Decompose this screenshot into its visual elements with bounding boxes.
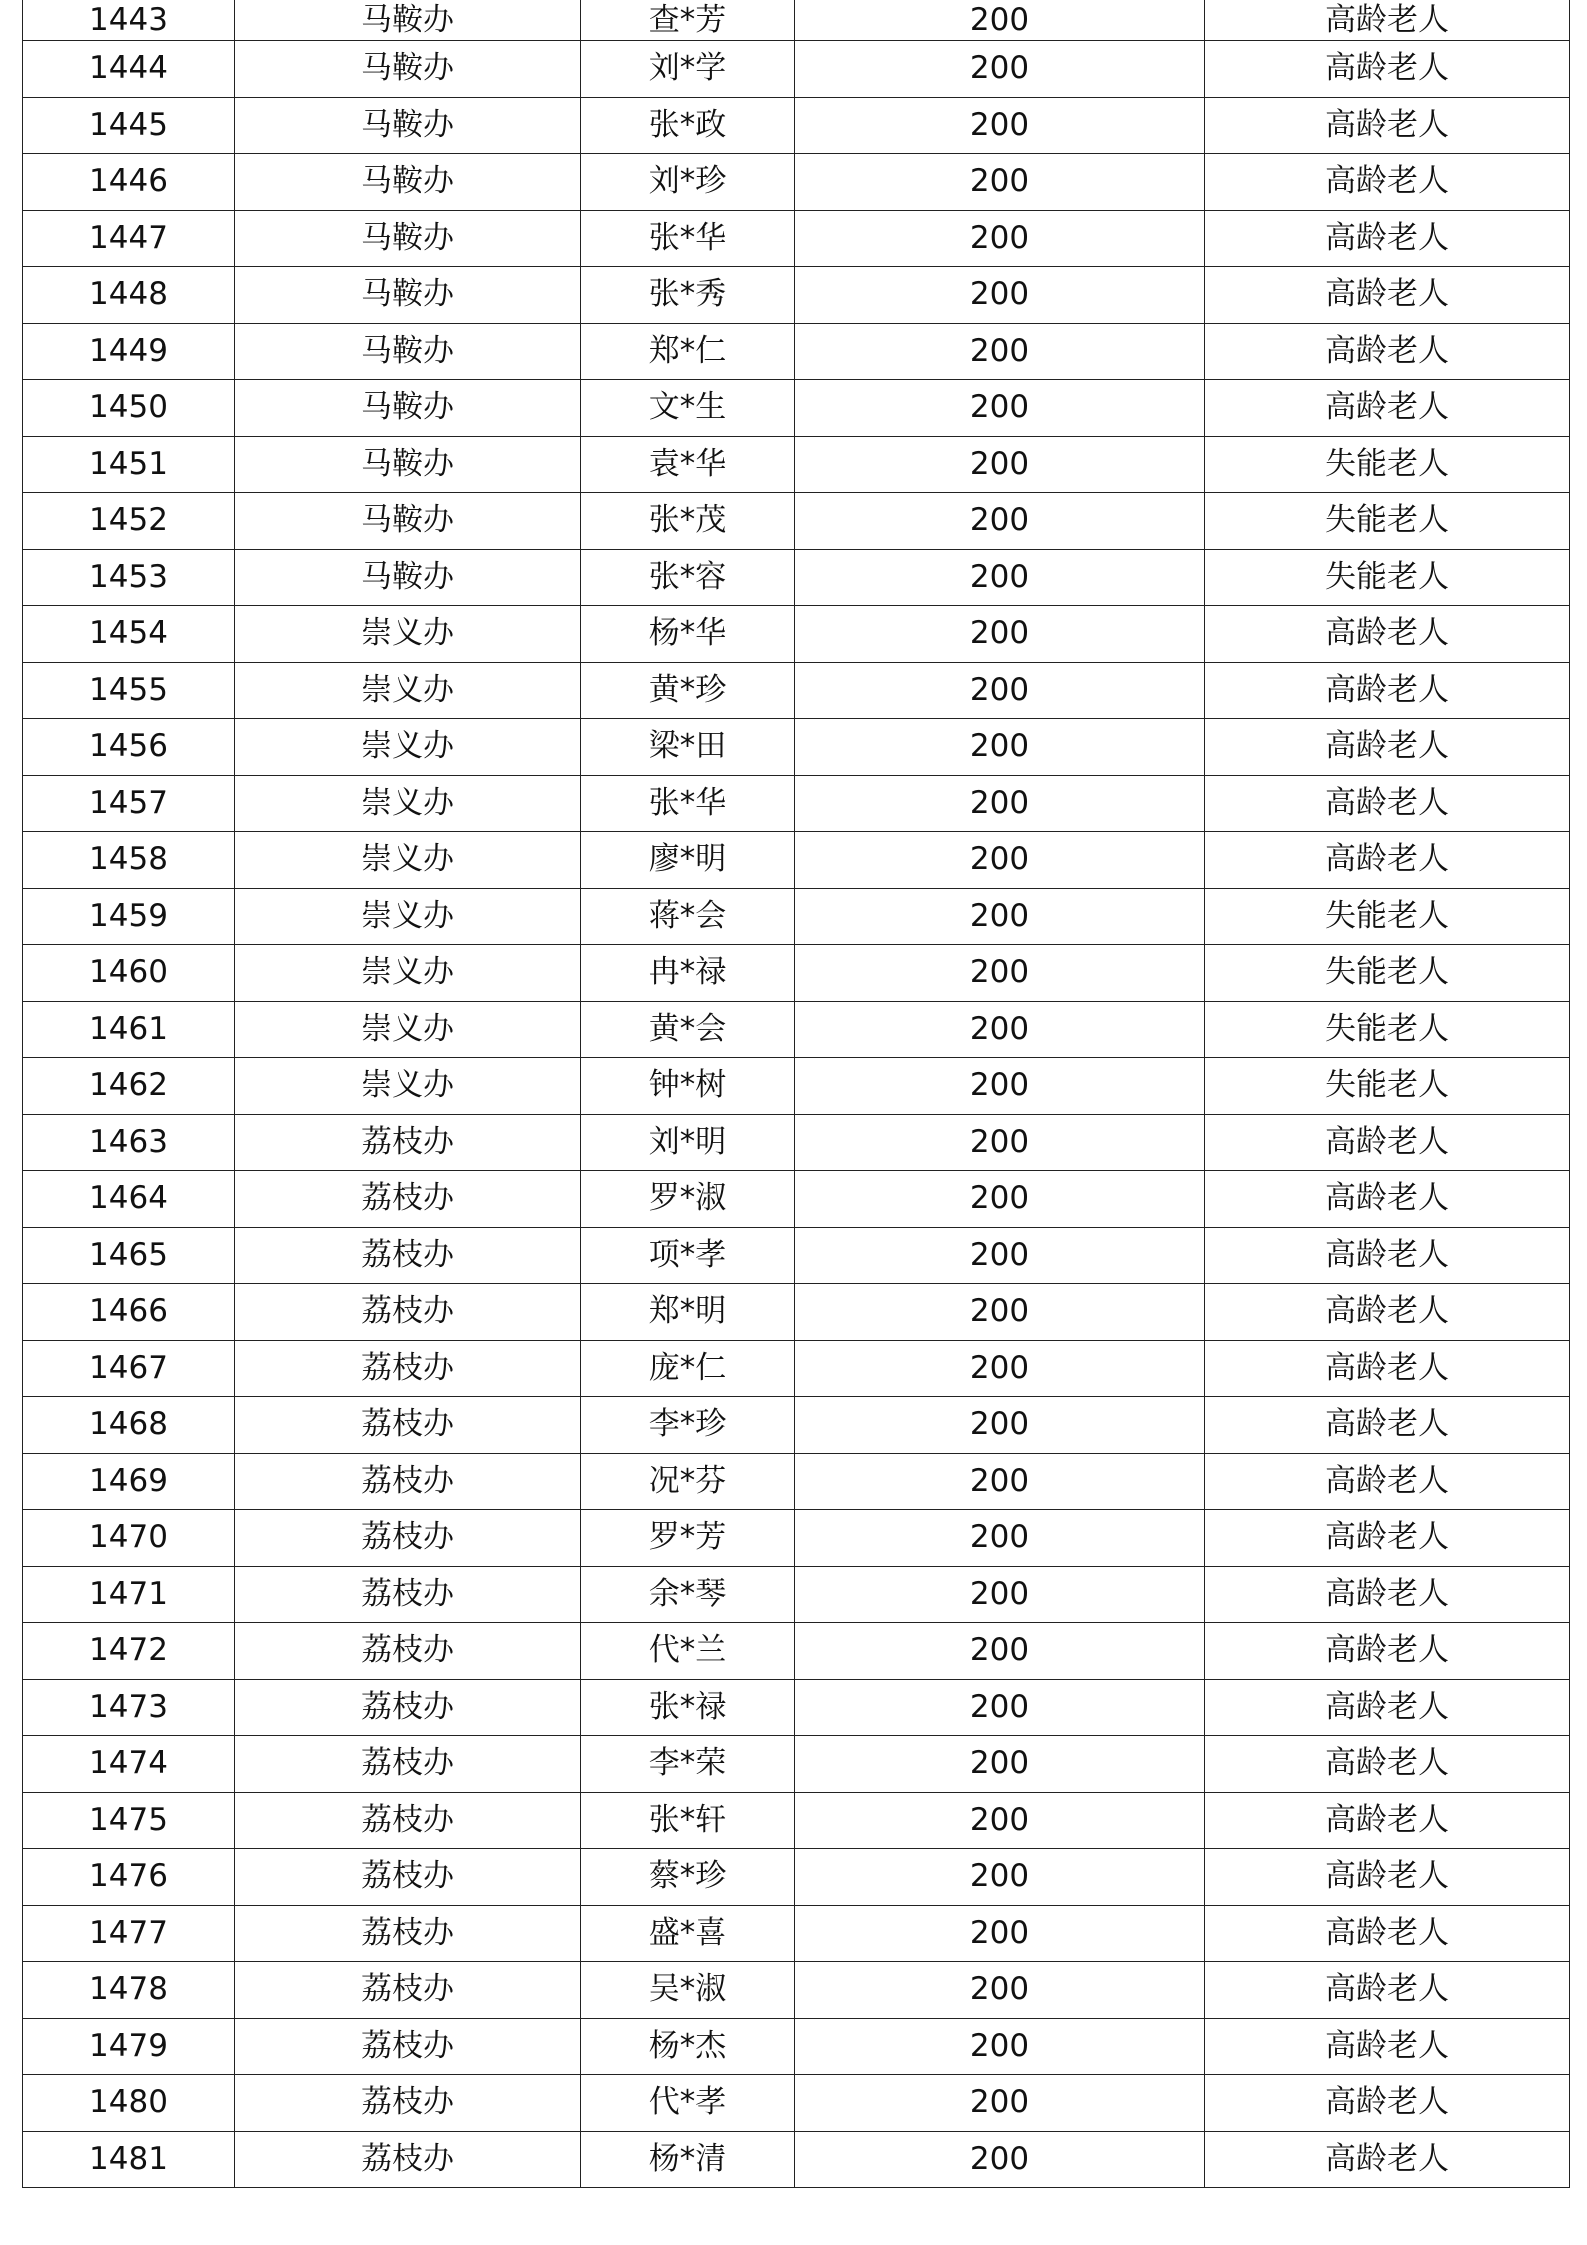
- table-row: [23, 1058, 1570, 1115]
- name-cell: 蒋*会: [581, 888, 795, 945]
- table-row: [23, 1227, 1570, 1284]
- category-cell: 高龄老人: [1205, 662, 1570, 719]
- amount-cell: 200: [795, 775, 1205, 832]
- amount-cell: 200: [795, 436, 1205, 493]
- amount-cell: 200: [795, 1679, 1205, 1736]
- row-number-cell: 1448: [23, 267, 235, 324]
- table-row: [23, 1397, 1570, 1454]
- row-number-cell: 1457: [23, 775, 235, 832]
- row-number-cell: 1474: [23, 1736, 235, 1793]
- table-row: [23, 1001, 1570, 1058]
- category-cell: 高龄老人: [1205, 719, 1570, 776]
- amount-cell: 200: [795, 2018, 1205, 2075]
- category-cell: 高龄老人: [1205, 1340, 1570, 1397]
- office-cell: 崇义办: [235, 1001, 581, 1058]
- table-row: [23, 0, 1570, 41]
- category-cell: 高龄老人: [1205, 1510, 1570, 1567]
- name-cell: 刘*学: [581, 41, 795, 98]
- table-row: [23, 1905, 1570, 1962]
- document-page: [22, 0, 1569, 2188]
- row-number-cell: 1451: [23, 436, 235, 493]
- table-row: [23, 2131, 1570, 2188]
- amount-cell: 200: [795, 0, 1205, 41]
- category-cell: 高龄老人: [1205, 41, 1570, 98]
- name-cell: 郑*仁: [581, 323, 795, 380]
- office-cell: 马鞍办: [235, 210, 581, 267]
- name-cell: 吴*淑: [581, 1962, 795, 2019]
- name-cell: 李*荣: [581, 1736, 795, 1793]
- category-cell: 高龄老人: [1205, 1171, 1570, 1228]
- amount-cell: 200: [795, 97, 1205, 154]
- category-cell: 失能老人: [1205, 888, 1570, 945]
- row-number-cell: 1470: [23, 1510, 235, 1567]
- office-cell: 崇义办: [235, 888, 581, 945]
- amount-cell: 200: [795, 1905, 1205, 1962]
- row-number-cell: 1443: [23, 0, 235, 41]
- name-cell: 廖*明: [581, 832, 795, 889]
- row-number-cell: 1463: [23, 1114, 235, 1171]
- table-row: [23, 1453, 1570, 1510]
- row-number-cell: 1450: [23, 380, 235, 437]
- amount-cell: 200: [795, 493, 1205, 550]
- office-cell: 马鞍办: [235, 267, 581, 324]
- name-cell: 张*禄: [581, 1679, 795, 1736]
- table-row: [23, 323, 1570, 380]
- table-row: [23, 41, 1570, 98]
- name-cell: 张*华: [581, 210, 795, 267]
- name-cell: 庞*仁: [581, 1340, 795, 1397]
- category-cell: 高龄老人: [1205, 267, 1570, 324]
- row-number-cell: 1478: [23, 1962, 235, 2019]
- amount-cell: 200: [795, 945, 1205, 1002]
- category-cell: 高龄老人: [1205, 832, 1570, 889]
- amount-cell: 200: [795, 41, 1205, 98]
- name-cell: 张*容: [581, 549, 795, 606]
- office-cell: 荔枝办: [235, 2075, 581, 2132]
- office-cell: 荔枝办: [235, 1849, 581, 1906]
- amount-cell: 200: [795, 1566, 1205, 1623]
- table-row: [23, 97, 1570, 154]
- name-cell: 张*政: [581, 97, 795, 154]
- category-cell: 高龄老人: [1205, 1679, 1570, 1736]
- category-cell: 高龄老人: [1205, 1284, 1570, 1341]
- name-cell: 张*轩: [581, 1792, 795, 1849]
- category-cell: 高龄老人: [1205, 2075, 1570, 2132]
- amount-cell: 200: [795, 1114, 1205, 1171]
- office-cell: 荔枝办: [235, 1736, 581, 1793]
- table-row: [23, 775, 1570, 832]
- amount-cell: 200: [795, 267, 1205, 324]
- name-cell: 黄*珍: [581, 662, 795, 719]
- office-cell: 荔枝办: [235, 2131, 581, 2188]
- name-cell: 张*秀: [581, 267, 795, 324]
- name-cell: 代*兰: [581, 1623, 795, 1680]
- row-number-cell: 1456: [23, 719, 235, 776]
- office-cell: 荔枝办: [235, 1171, 581, 1228]
- name-cell: 余*琴: [581, 1566, 795, 1623]
- category-cell: 失能老人: [1205, 1001, 1570, 1058]
- category-cell: 高龄老人: [1205, 0, 1570, 41]
- amount-cell: 200: [795, 1849, 1205, 1906]
- amount-cell: 200: [795, 323, 1205, 380]
- name-cell: 梁*田: [581, 719, 795, 776]
- office-cell: 马鞍办: [235, 380, 581, 437]
- amount-cell: 200: [795, 549, 1205, 606]
- office-cell: 马鞍办: [235, 549, 581, 606]
- amount-cell: 200: [795, 1623, 1205, 1680]
- table-row: [23, 436, 1570, 493]
- amount-cell: 200: [795, 210, 1205, 267]
- office-cell: 荔枝办: [235, 1962, 581, 2019]
- table-row: [23, 945, 1570, 1002]
- amount-cell: 200: [795, 2131, 1205, 2188]
- office-cell: 崇义办: [235, 719, 581, 776]
- office-cell: 荔枝办: [235, 1453, 581, 1510]
- table-row: [23, 549, 1570, 606]
- table-row: [23, 1510, 1570, 1567]
- category-cell: 高龄老人: [1205, 1849, 1570, 1906]
- name-cell: 杨*华: [581, 606, 795, 663]
- name-cell: 黄*会: [581, 1001, 795, 1058]
- table-row: [23, 888, 1570, 945]
- table-row: [23, 154, 1570, 211]
- office-cell: 崇义办: [235, 945, 581, 1002]
- category-cell: 高龄老人: [1205, 97, 1570, 154]
- row-number-cell: 1444: [23, 41, 235, 98]
- name-cell: 刘*明: [581, 1114, 795, 1171]
- category-cell: 高龄老人: [1205, 1623, 1570, 1680]
- amount-cell: 200: [795, 719, 1205, 776]
- row-number-cell: 1446: [23, 154, 235, 211]
- name-cell: 李*珍: [581, 1397, 795, 1454]
- name-cell: 况*芬: [581, 1453, 795, 1510]
- table-row: [23, 1849, 1570, 1906]
- office-cell: 马鞍办: [235, 436, 581, 493]
- category-cell: 高龄老人: [1205, 1736, 1570, 1793]
- office-cell: 荔枝办: [235, 1623, 581, 1680]
- row-number-cell: 1462: [23, 1058, 235, 1115]
- category-cell: 高龄老人: [1205, 154, 1570, 211]
- office-cell: 荔枝办: [235, 1905, 581, 1962]
- table-row: [23, 1566, 1570, 1623]
- row-number-cell: 1479: [23, 2018, 235, 2075]
- amount-cell: 200: [795, 154, 1205, 211]
- table-body: [23, 0, 1570, 2188]
- name-cell: 袁*华: [581, 436, 795, 493]
- row-number-cell: 1473: [23, 1679, 235, 1736]
- category-cell: 高龄老人: [1205, 606, 1570, 663]
- office-cell: 崇义办: [235, 662, 581, 719]
- name-cell: 张*茂: [581, 493, 795, 550]
- row-number-cell: 1477: [23, 1905, 235, 1962]
- row-number-cell: 1449: [23, 323, 235, 380]
- row-number-cell: 1480: [23, 2075, 235, 2132]
- category-cell: 失能老人: [1205, 1058, 1570, 1115]
- category-cell: 高龄老人: [1205, 2131, 1570, 2188]
- row-number-cell: 1455: [23, 662, 235, 719]
- amount-cell: 200: [795, 1001, 1205, 1058]
- amount-cell: 200: [795, 1792, 1205, 1849]
- category-cell: 高龄老人: [1205, 1453, 1570, 1510]
- row-number-cell: 1468: [23, 1397, 235, 1454]
- table-row: [23, 2018, 1570, 2075]
- row-number-cell: 1453: [23, 549, 235, 606]
- category-cell: 高龄老人: [1205, 323, 1570, 380]
- amount-cell: 200: [795, 1227, 1205, 1284]
- category-cell: 高龄老人: [1205, 1397, 1570, 1454]
- category-cell: 高龄老人: [1205, 775, 1570, 832]
- name-cell: 钟*树: [581, 1058, 795, 1115]
- name-cell: 罗*淑: [581, 1171, 795, 1228]
- name-cell: 张*华: [581, 775, 795, 832]
- office-cell: 崇义办: [235, 1058, 581, 1115]
- table-row: [23, 210, 1570, 267]
- office-cell: 荔枝办: [235, 1284, 581, 1341]
- table-row: [23, 1679, 1570, 1736]
- name-cell: 盛*喜: [581, 1905, 795, 1962]
- name-cell: 罗*芳: [581, 1510, 795, 1567]
- category-cell: 高龄老人: [1205, 1227, 1570, 1284]
- office-cell: 马鞍办: [235, 323, 581, 380]
- office-cell: 荔枝办: [235, 1566, 581, 1623]
- category-cell: 高龄老人: [1205, 210, 1570, 267]
- row-number-cell: 1464: [23, 1171, 235, 1228]
- category-cell: 高龄老人: [1205, 1905, 1570, 1962]
- row-number-cell: 1476: [23, 1849, 235, 1906]
- name-cell: 杨*杰: [581, 2018, 795, 2075]
- table-row: [23, 1623, 1570, 1680]
- table-row: [23, 719, 1570, 776]
- office-cell: 荔枝办: [235, 1114, 581, 1171]
- office-cell: 马鞍办: [235, 97, 581, 154]
- table-row: [23, 1792, 1570, 1849]
- table-row: [23, 267, 1570, 324]
- amount-cell: 200: [795, 1340, 1205, 1397]
- row-number-cell: 1459: [23, 888, 235, 945]
- table-row: [23, 1340, 1570, 1397]
- amount-cell: 200: [795, 888, 1205, 945]
- table-row: [23, 493, 1570, 550]
- office-cell: 崇义办: [235, 775, 581, 832]
- category-cell: 高龄老人: [1205, 1962, 1570, 2019]
- amount-cell: 200: [795, 1058, 1205, 1115]
- name-cell: 冉*禄: [581, 945, 795, 1002]
- office-cell: 荔枝办: [235, 1227, 581, 1284]
- category-cell: 失能老人: [1205, 549, 1570, 606]
- row-number-cell: 1454: [23, 606, 235, 663]
- office-cell: 马鞍办: [235, 41, 581, 98]
- row-number-cell: 1469: [23, 1453, 235, 1510]
- office-cell: 荔枝办: [235, 1510, 581, 1567]
- category-cell: 失能老人: [1205, 493, 1570, 550]
- row-number-cell: 1481: [23, 2131, 235, 2188]
- category-cell: 高龄老人: [1205, 380, 1570, 437]
- row-number-cell: 1460: [23, 945, 235, 1002]
- amount-cell: 200: [795, 1284, 1205, 1341]
- row-number-cell: 1472: [23, 1623, 235, 1680]
- office-cell: 荔枝办: [235, 1397, 581, 1454]
- office-cell: 荔枝办: [235, 1792, 581, 1849]
- table-row: [23, 1114, 1570, 1171]
- amount-cell: 200: [795, 1397, 1205, 1454]
- office-cell: 马鞍办: [235, 493, 581, 550]
- category-cell: 高龄老人: [1205, 1566, 1570, 1623]
- row-number-cell: 1471: [23, 1566, 235, 1623]
- category-cell: 高龄老人: [1205, 1792, 1570, 1849]
- category-cell: 失能老人: [1205, 436, 1570, 493]
- name-cell: 郑*明: [581, 1284, 795, 1341]
- row-number-cell: 1467: [23, 1340, 235, 1397]
- office-cell: 马鞍办: [235, 0, 581, 41]
- table-row: [23, 1962, 1570, 2019]
- table-row: [23, 662, 1570, 719]
- row-number-cell: 1465: [23, 1227, 235, 1284]
- amount-cell: 200: [795, 606, 1205, 663]
- category-cell: 高龄老人: [1205, 2018, 1570, 2075]
- name-cell: 项*孝: [581, 1227, 795, 1284]
- amount-cell: 200: [795, 1171, 1205, 1228]
- table-row: [23, 1284, 1570, 1341]
- name-cell: 查*芳: [581, 0, 795, 41]
- category-cell: 高龄老人: [1205, 1114, 1570, 1171]
- table-row: [23, 2075, 1570, 2132]
- subsidy-roster-table: [22, 0, 1570, 2188]
- row-number-cell: 1466: [23, 1284, 235, 1341]
- row-number-cell: 1475: [23, 1792, 235, 1849]
- amount-cell: 200: [795, 662, 1205, 719]
- row-number-cell: 1461: [23, 1001, 235, 1058]
- amount-cell: 200: [795, 1736, 1205, 1793]
- amount-cell: 200: [795, 1962, 1205, 2019]
- office-cell: 荔枝办: [235, 2018, 581, 2075]
- category-cell: 失能老人: [1205, 945, 1570, 1002]
- name-cell: 蔡*珍: [581, 1849, 795, 1906]
- amount-cell: 200: [795, 832, 1205, 889]
- office-cell: 崇义办: [235, 832, 581, 889]
- name-cell: 刘*珍: [581, 154, 795, 211]
- table-row: [23, 832, 1570, 889]
- office-cell: 马鞍办: [235, 154, 581, 211]
- office-cell: 荔枝办: [235, 1340, 581, 1397]
- table-row: [23, 1171, 1570, 1228]
- name-cell: 代*孝: [581, 2075, 795, 2132]
- row-number-cell: 1445: [23, 97, 235, 154]
- row-number-cell: 1458: [23, 832, 235, 889]
- table-row: [23, 380, 1570, 437]
- amount-cell: 200: [795, 1510, 1205, 1567]
- amount-cell: 200: [795, 2075, 1205, 2132]
- table-row: [23, 606, 1570, 663]
- row-number-cell: 1447: [23, 210, 235, 267]
- row-number-cell: 1452: [23, 493, 235, 550]
- office-cell: 崇义办: [235, 606, 581, 663]
- name-cell: 杨*清: [581, 2131, 795, 2188]
- name-cell: 文*生: [581, 380, 795, 437]
- amount-cell: 200: [795, 1453, 1205, 1510]
- office-cell: 荔枝办: [235, 1679, 581, 1736]
- amount-cell: 200: [795, 380, 1205, 437]
- table-row: [23, 1736, 1570, 1793]
